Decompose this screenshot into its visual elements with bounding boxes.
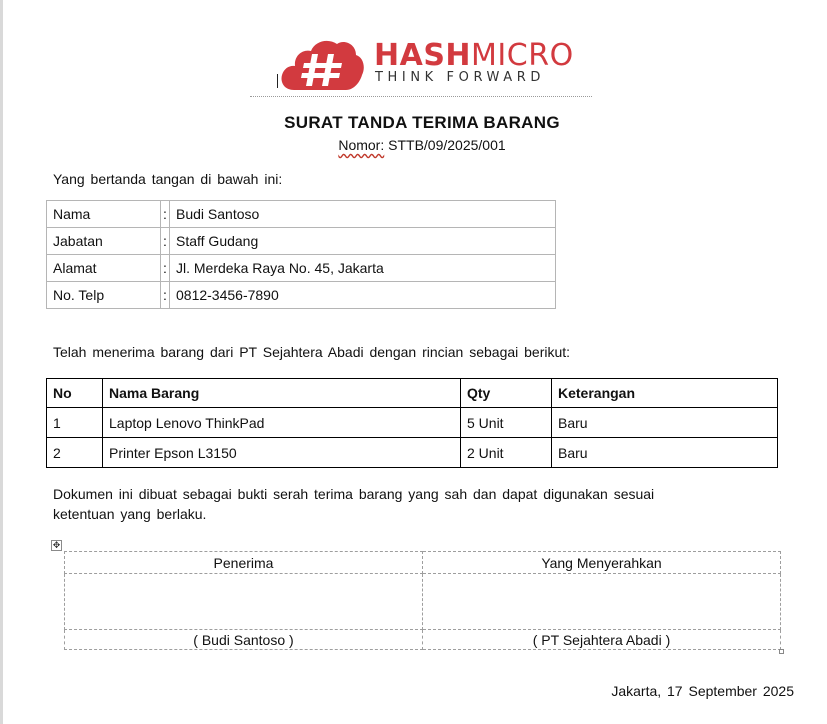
items-table-header — [47, 379, 778, 408]
document-number-value: STTB/09/2025/001 — [388, 137, 506, 153]
signer-info-row — [47, 255, 556, 282]
signature-space-sender — [423, 574, 781, 630]
signer-info-label: Jabatan — [47, 228, 161, 255]
cell-no: 1 — [47, 408, 103, 438]
signature-heading-sender: Yang Menyerahkan — [423, 552, 781, 574]
cell-item-name: Printer Epson L3150 — [103, 438, 461, 468]
cell-no: 2 — [47, 438, 103, 468]
cell-notes: Baru — [552, 408, 778, 438]
received-paragraph: Telah menerima barang dari PT Sejahtera Abadi dengan rincian sebagai berikut: — [53, 344, 571, 360]
document-number — [0, 137, 827, 153]
header-qty: Qty — [461, 379, 552, 408]
signer-info-row — [47, 282, 556, 309]
signature-name-row — [65, 630, 781, 650]
signer-info-value: Staff Gudang — [170, 228, 556, 255]
move-arrows-icon[interactable]: ✥ — [52, 540, 61, 550]
brand-name — [374, 38, 574, 73]
table-row — [47, 438, 778, 468]
signature-heading-row — [65, 552, 781, 574]
signer-info-label: Nama — [47, 201, 161, 228]
signer-info-label: No. Telp — [47, 282, 161, 309]
items-table — [46, 378, 778, 468]
cell-notes: Baru — [552, 438, 778, 468]
signature-heading-receiver: Penerima — [65, 552, 423, 574]
signer-info-row — [47, 201, 556, 228]
signature-space-row — [65, 574, 781, 630]
header-no: No — [47, 379, 103, 408]
header-notes: Keterangan — [552, 379, 778, 408]
company-logo — [280, 36, 574, 92]
header-divider — [250, 96, 592, 97]
hashmicro-cloud-hash-logo-icon — [280, 36, 364, 92]
cell-qty: 2 Unit — [461, 438, 552, 468]
signer-info-row — [47, 228, 556, 255]
table-row — [47, 408, 778, 438]
signer-info-label: Alamat — [47, 255, 161, 282]
brand-name-hash: HASH — [374, 38, 472, 73]
signature-name-receiver: ( Budi Santoso ) — [65, 630, 423, 650]
signer-info-separator: : — [161, 228, 170, 255]
intro-paragraph: Yang bertanda tangan di bawah ini: — [53, 171, 283, 187]
page-edge — [0, 0, 3, 724]
brand-tagline: THINK FORWARD — [375, 70, 546, 85]
signer-info-value: Budi Santoso — [170, 201, 556, 228]
text-cursor — [277, 74, 278, 88]
signer-info-separator: : — [161, 282, 170, 309]
cell-qty: 5 Unit — [461, 408, 552, 438]
brand-name-micro: MICRO — [471, 38, 574, 73]
signer-info-table — [46, 200, 556, 309]
document-number-label: Nomor: — [338, 137, 385, 153]
place-and-date: Jakarta, 17 September 2025 — [611, 683, 794, 699]
signer-info-separator: : — [161, 255, 170, 282]
resize-handle-icon[interactable] — [779, 649, 784, 654]
signer-info-value: 0812-3456-7890 — [170, 282, 556, 309]
header-item-name: Nama Barang — [103, 379, 461, 408]
cell-item-name: Laptop Lenovo ThinkPad — [103, 408, 461, 438]
signer-info-separator: : — [161, 201, 170, 228]
signature-space-receiver — [65, 574, 423, 630]
closing-paragraph: Dokumen ini dibuat sebagai bukti serah terima barang yang sah dan dapat digunakan sesuai ketentuan yang berlaku. — [53, 486, 655, 522]
signature-name-sender: ( PT Sejahtera Abadi ) — [423, 630, 781, 650]
signature-table — [64, 551, 781, 650]
document-title: SURAT TANDA TERIMA BARANG — [284, 113, 560, 132]
signer-info-value: Jl. Merdeka Raya No. 45, Jakarta — [170, 255, 556, 282]
